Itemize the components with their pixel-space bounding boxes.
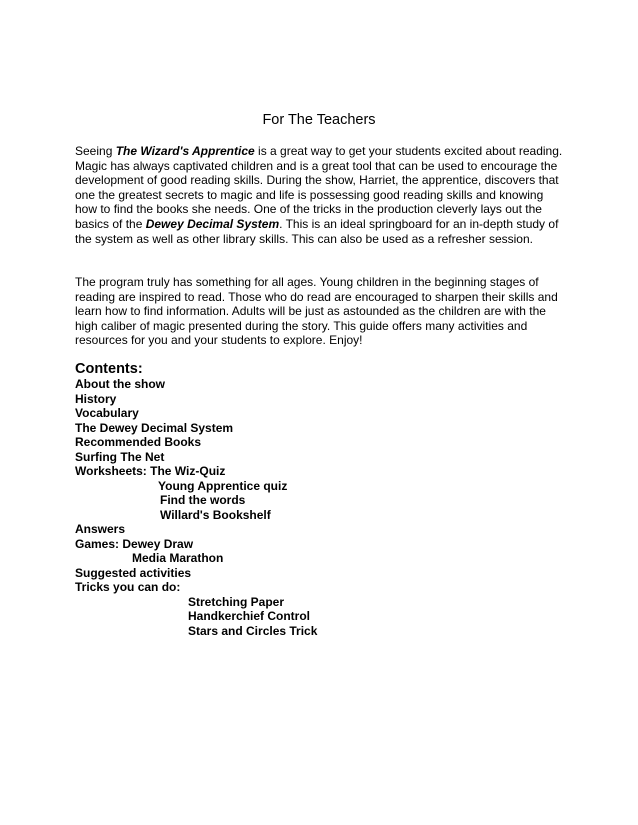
contents-heading: Contents:	[75, 361, 143, 377]
contents-item-about: About the show	[75, 377, 165, 391]
audience-paragraph: The program truly has something for all ages. Young children in the beginning stages of reading are inspired to read. Those who do read are encouraged to sharpen their skills and learn how to find information. Adults will be just as astounded as the children are with the high caliber of magic presented during the story. This guide offers many activities and resources for you and your students to explore. Enjoy!	[75, 275, 558, 348]
intro-text-middle: is a great way to get your students excited about reading. Magic has always captivated children and is a great tool that can be used to encourage the development of good reading skills. During the show, Harriet, the apprentice, discovers that one the greatest secrets to magic and life is possessing good reading skills and knowing how to find the books she needs. One of the tricks in the production cleverly lays out the basics of the	[75, 144, 563, 231]
contents-item-answers: Answers	[75, 522, 126, 536]
contents-item-surfing: Surfing The Net	[75, 449, 165, 464]
intro-paragraph	[75, 144, 567, 246]
dewey-system-term: Dewey Decimal System	[145, 216, 280, 231]
intro-text-start: Seeing	[75, 144, 116, 158]
contents-item-media: Media Marathon	[132, 551, 224, 565]
intro-text-end: . This is an ideal springboard for an in-depth study of the system as well as other library skills. This can also be used as a refresher session.	[75, 216, 559, 246]
contents-item-worksheets: Worksheets: The Wiz-Quiz	[75, 464, 226, 478]
contents-list	[75, 377, 555, 638]
show-title: The Wizard's Apprentice	[115, 144, 255, 158]
contents-item-willard: Willard's Bookshelf	[160, 507, 271, 522]
contents-item-vocabulary: Vocabulary	[75, 406, 139, 420]
contents-item-find-words: Find the words	[160, 493, 246, 507]
contents-item-tricks: Tricks you can do:	[75, 580, 181, 594]
contents-item-young-quiz: Young Apprentice quiz	[158, 478, 288, 493]
contents-item-history: History	[75, 391, 117, 406]
contents-item-dewey: The Dewey Decimal System	[75, 420, 234, 435]
contents-item-stretching: Stretching Paper	[188, 594, 285, 609]
contents-item-handkerchief: Handkerchief Control	[188, 609, 311, 623]
page-title: For The Teachers	[262, 112, 376, 128]
contents-item-suggested: Suggested activities	[75, 565, 192, 580]
contents-item-games: Games: Dewey Draw	[75, 536, 194, 551]
contents-item-stars: Stars and Circles Trick	[188, 623, 318, 638]
contents-item-recommended: Recommended Books	[75, 435, 202, 449]
